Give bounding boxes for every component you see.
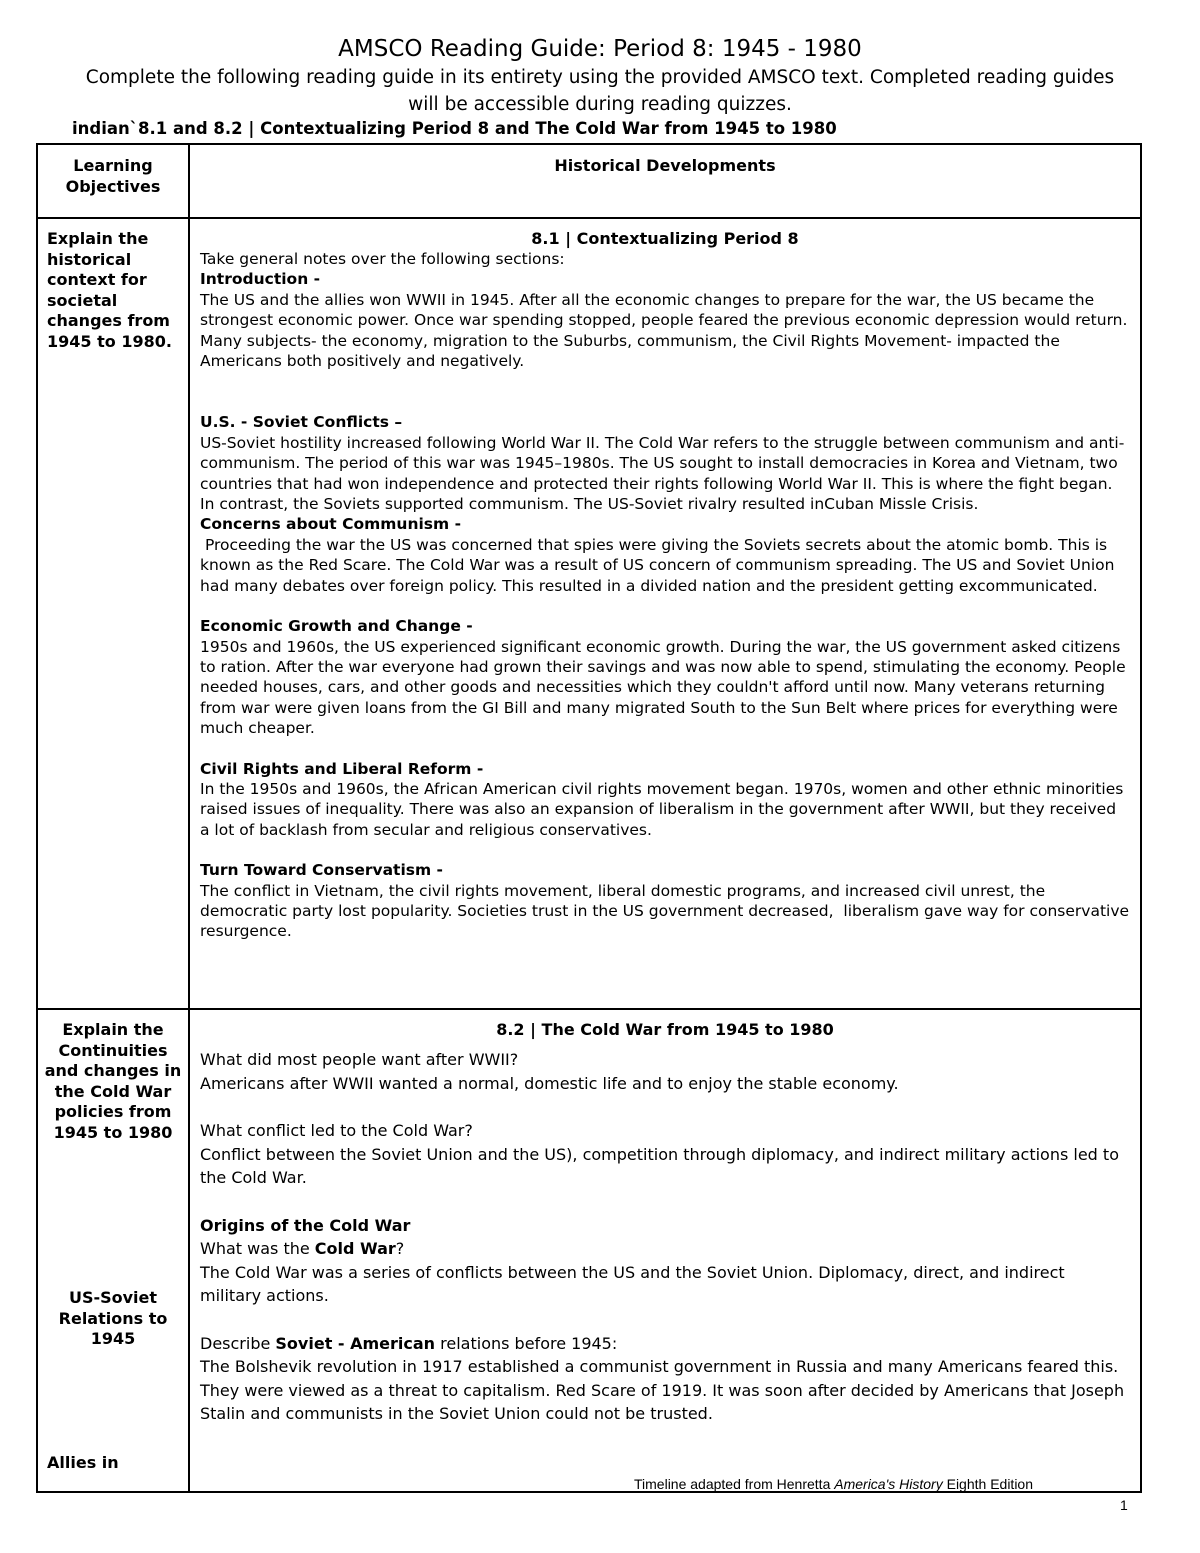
note-heading-concerns-communism: Concerns about Communism - <box>200 515 462 534</box>
table-row <box>37 218 1141 1009</box>
table-row <box>37 1009 1141 1492</box>
learning-objectives-8-2 <box>37 1009 189 1492</box>
answer-conflict-cold-war: Conflict between the Soviet Union and the US), competition through diplomacy, and indirect military actions led to the Cold War. <box>200 1144 1119 1187</box>
historical-developments-8-1 <box>189 218 1141 1009</box>
section-heading: indian`8.1 and 8.2 | Contextualizing Period 8 and The Cold War from 1945 to 1980 <box>72 119 837 138</box>
question-soviet-american-relations: Describe Soviet - American relations before 1945: <box>200 1333 618 1353</box>
table-header-row <box>37 144 1141 218</box>
header-historical-developments: Historical Developments <box>189 144 1141 218</box>
note-text-concerns-communism: Proceeding the war the US was concerned that spies were giving the Soviets secrets about the atomic bomb. This is known as the Red Scare. The Cold War was a result of US concern of communism spreading. The US and Soviet Union had many debates over foreign policy. This resulted in a divided nation and the president getting excommunicated. <box>200 535 1120 595</box>
notes-instruction: Take general notes over the following sections: <box>200 250 565 268</box>
note-heading-civil-rights: Civil Rights and Liberal Reform - <box>200 759 484 778</box>
document-title: AMSCO Reading Guide: Period 8: 1945 - 1980 <box>338 36 862 62</box>
note-heading-introduction: Introduction - <box>200 270 321 289</box>
note-heading-us-soviet-conflicts: U.S. - Soviet Conflicts – <box>200 413 403 432</box>
question-after-wwii: What did most people want after WWII? <box>200 1050 519 1069</box>
intro-instructions: Complete the following reading guide in its entirety using the provided AMSCO text. Completed reading guides will be accessible during reading quizzes. <box>85 67 1115 115</box>
answer-what-was-cold-war: The Cold War was a series of conflicts between the US and the Soviet Union. Diplomacy, direct, and indirect military actions. <box>200 1262 1065 1305</box>
heading-origins-cold-war: Origins of the Cold War <box>200 1215 411 1235</box>
note-heading-economic-growth: Economic Growth and Change - <box>200 617 473 636</box>
reading-guide-table <box>36 143 1142 1493</box>
answer-after-wwii: Americans after WWII wanted a normal, domestic life and to enjoy the stable economy. <box>200 1073 899 1093</box>
question-conflict-cold-war: What conflict led to the Cold War? <box>200 1121 473 1140</box>
note-text-economic-growth: 1950s and 1960s, the US experienced significant economic growth. During the war, the US government asked citizens to ration. After the war everyone had grown their savings and was now able to spend, stimulating the economy. People needed houses, cars, and other goods and necessities which they couldn't afford until now. Many veterans returning from war were given loans from the GI Bill and many migrated South to the Sun Belt where prices for everything were much cheaper. <box>200 637 1126 738</box>
note-text-us-soviet-conflicts: US-Soviet hostility increased following World War II. The Cold War refers to the struggle between communism and anti-communism. The period of this war was 1945–1980s. The US sought to install democracies in Korea and Vietnam, two countries that had won independence and protected their rights following World War II. This is where the fight began. In contrast, the Soviets supported communism. The US-Soviet rivalry resulted inCuban Missle Crisis. <box>200 433 1125 514</box>
note-text-civil-rights: In the 1950s and 1960s, the African American civil rights movement began. 1970s, women and other ethnic minorities raised issues of inequality. There was also an expansion of liberalism in the government after WWII, but they received a lot of backlash from secular and religious conservatives. <box>200 779 1124 839</box>
note-text-conservatism: The conflict in Vietnam, the civil rights movement, liberal domestic programs, and increased civil unrest, the democratic party lost popularity. Societies trust in the US government decreased, liberalism gave way for conservative resurgence. <box>200 881 1134 941</box>
note-text-introduction: The US and the allies won WWII in 1945. After all the economic changes to prepare for the war, the US became the strongest economic power. Once war spending stopped, people feared the previous economic depression would return. Many subjects- the economy, migration to the Suburbs, communism, the Civil Rights Movement- impacted the Americans both positively and negatively. <box>200 290 1128 371</box>
section-title-8-1: 8.1 | Contextualizing Period 8 <box>531 229 799 248</box>
section-title-8-2: 8.2 | The Cold War from 1945 to 1980 <box>496 1020 834 1039</box>
page-number: 1 <box>1120 1497 1128 1513</box>
question-what-was-cold-war: What was the Cold War? <box>200 1239 405 1258</box>
objective-allies-in: Allies in <box>47 1453 119 1472</box>
answer-soviet-american-relations: The Bolshevik revolution in 1917 established a communist government in Russia and many Americans feared this. They were viewed as a threat to capitalism. Red Scare of 1919. It was soon after decided by Americans that Joseph Stalin and communists in the Soviet Union could not be trusted. <box>200 1357 1125 1423</box>
learning-objective-8-2: Explain the Continuities and changes in the Cold War policies from 1945 to 1980 <box>44 1020 182 1142</box>
historical-developments-8-2 <box>189 1009 1141 1492</box>
learning-objective-8-1: Explain the historical context for societal changes from 1945 to 1980. <box>37 218 189 1009</box>
objective-us-soviet-relations: US-Soviet Relations to 1945 <box>58 1288 168 1349</box>
header-learning-objectives: Learning Objectives <box>37 144 189 218</box>
note-heading-conservatism: Turn Toward Conservatism - <box>200 861 443 880</box>
footer-citation: Timeline adapted from Henretta America's History Eighth Edition <box>634 1476 1034 1492</box>
